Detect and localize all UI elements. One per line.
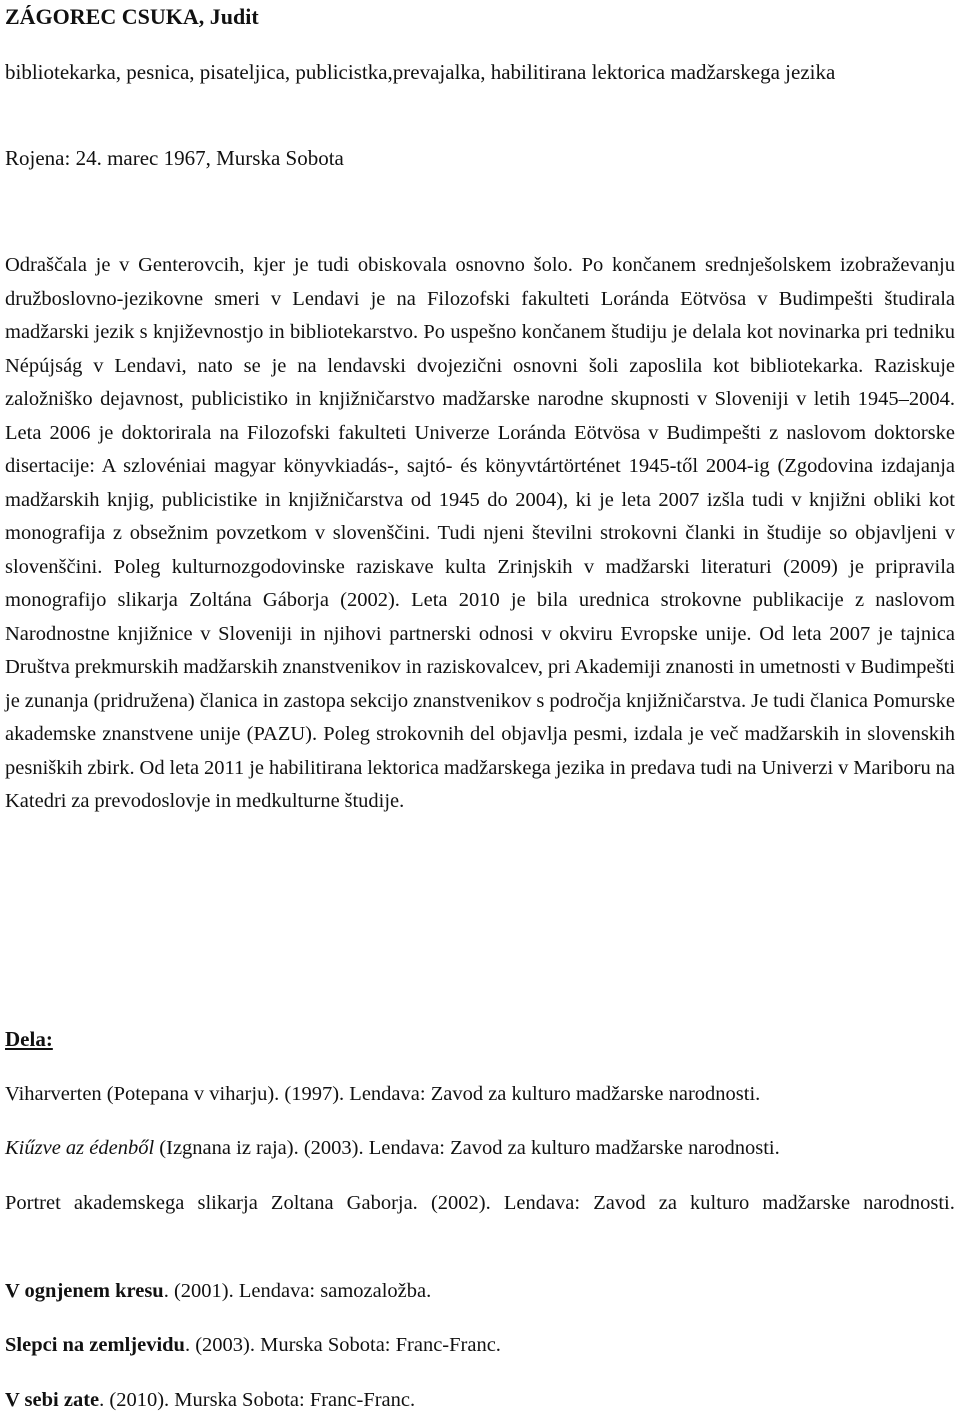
biography-paragraph: Odraščala je v Genterovcih, kjer je tudi obiskovala osnovno šolo. Po končanem srednješolskem izobraževanju družboslovno-jezikovne smeri v Lendavi je na Filozofski fakulteti Loránda Eötvösa v Budimpešti študirala madžarski jezik s književnostjo in bibliotekarstvo. Po uspešno končanem študiju je delala kot novinarka pri tedniku Népújság v Lendavi, nato se je na lendavski dvojezični osnovni šoli zaposlila kot bibliotekarka. Raziskuje založniško dejavnost, publicistiko in knjižničarstvo madžarske narodne skupnosti v Sloveniji v letih 1945–2004. Leta 2006 je doktorirala na Filozofski fakulteti Univerze Loránda Eötvösa v Budimpešti z naslovom doktorske disertacije: A szlovéniai magyar könyvkiadás-, sajtó- és könyvtártörténet 1945-től 2004-ig (Zgodovina izdajanja madžarskih knjig, publicistike in knjižničarstva od 1945 do 2004), ki je leta 2007 izšla tudi v knjižni obliki kot monografija z obsežnim povzetkom v slovenščini. Tudi njeni številni strokovni članki in študije so objavljeni v slovenščini. Poleg kulturnozgodovinske raziskave kulta Zrinjskih v madžarski literaturi (2009) je pripravila monografijo slikarja Zoltána Gáborja (2002). Leta 2010 je bila urednica strokovne publikacije z naslovom Narodnostne knjižnice v Sloveniji in njihovi partnerski odnosi v okviru Evropske unije. Od leta 2007 je tajnica Društva prekmurskih madžarskih znanstvenikov in raziskovalcev, pri Akademiji znanosti in umetnosti v Budimpešti je zunanja (pridružena) članica in zastopa sekcijo znanstvenikov s področja knjižničarstva. Je tudi članica Pomurske akademske znanstvene unije (PAZU). Poleg strokovnih del objavlja pesmi, izdala je več madžarskih in slovenskih pesniških zbirk. Od leta 2011 je habilitirana lektorica madžarskega jezika in predava tudi na Univerzi v Mariboru na Katedri za prevodoslovje in medkulturne študije. [5, 254, 955, 812]
person-name: ZÁGOREC CSUKA, Judit [5, 4, 259, 29]
work-title: Slepci na zemljevidu [5, 1334, 185, 1356]
work-details: . (2010). Murska Sobota: Franc-Franc. [99, 1389, 416, 1411]
work-item [5, 1329, 955, 1362]
works-heading: Dela: [5, 1027, 53, 1051]
work-item [5, 1078, 955, 1111]
work-details: (2002). Lendava: Zavod za kulturo madžarske narodnosti. [417, 1192, 955, 1214]
work-item [5, 1384, 955, 1417]
work-title: Portret akademskega slikarja Zoltana Gaborja. [5, 1192, 418, 1214]
occupation-line: bibliotekarka, pesnica, pisateljica, publicistka,prevajalka, habilitirana lektorica madžarskega jezika [5, 60, 836, 84]
work-item [5, 1275, 955, 1308]
work-title: V ognjenem kresu [5, 1280, 164, 1302]
work-item [5, 1132, 955, 1165]
birth-info: Rojena: 24. marec 1967, Murska Sobota [5, 146, 344, 170]
work-item [5, 1187, 955, 1220]
work-details: (1997). Lendava: Zavod za kulturo madžarske narodnosti. [279, 1083, 761, 1105]
work-title: Kiűzve az édenből [5, 1137, 155, 1159]
work-details: . (2001). Lendava: samozaložba. [163, 1280, 432, 1302]
work-title: Viharverten (Potepana v viharju). [5, 1083, 280, 1105]
work-title: V sebi zate [5, 1389, 100, 1411]
work-details: (Izgnana iz raja). (2003). Lendava: Zavod za kulturo madžarske narodnosti. [154, 1137, 780, 1159]
work-details: . (2003). Murska Sobota: Franc-Franc. [184, 1334, 501, 1356]
